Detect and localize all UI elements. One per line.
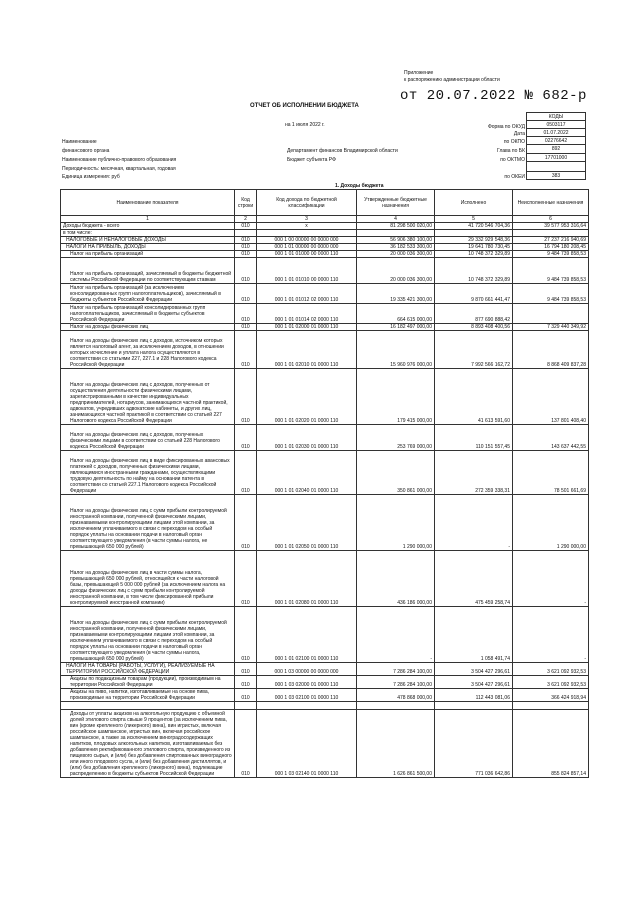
row-class-code: 000 1 01 02080 01 0000 110 xyxy=(257,551,357,607)
table-row xyxy=(61,710,589,778)
row-name: Налог на доходы физических лиц с доходов, полученных физическими лицами в соответствии со статьей 228 Налогового кодекса Российской Федерации xyxy=(61,425,235,451)
row-name: Налог на доходы физических лиц в виде фиксированных авансовых платежей с доходов, полученных физическими лицами, являющимися иностранными гражданами, осуществляющими трудовую деятельность по найму на основании патента в соответствии со статьей 227.1 Налогового кодекса Российской Федерации xyxy=(61,451,235,495)
col-index: 2 xyxy=(235,216,257,223)
row-approved: 15 960 976 000,00 xyxy=(357,331,435,369)
appendix-line-2: к распоряжению администрации области xyxy=(404,77,500,83)
row-approved: 436 186 000,00 xyxy=(357,551,435,607)
row-approved: 56 906 380 100,00 xyxy=(357,237,435,244)
row-executed: 475 459 258,74 xyxy=(435,551,513,607)
row-approved: 81 298 500 020,00 xyxy=(357,223,435,230)
row-executed: 19 641 780 730,45 xyxy=(435,244,513,251)
row-line-code: 010 xyxy=(235,331,257,369)
row-approved: 350 861 000,00 xyxy=(357,451,435,495)
table-row xyxy=(61,425,589,451)
row-executed: 29 332 929 548,36 xyxy=(435,237,513,244)
income-table xyxy=(60,189,589,778)
row-line-code: 010 xyxy=(235,607,257,663)
row-approved: 19 335 421 300,00 xyxy=(357,284,435,304)
table-row xyxy=(61,237,589,244)
row-unexecuted: 16 794 180 208,45 xyxy=(513,244,589,251)
col-class-code-header: Код дохода по бюджетной классификации xyxy=(257,190,357,216)
col-index: 6 xyxy=(513,216,589,223)
appendix-note xyxy=(404,70,500,84)
row-name: НАЛОГОВЫЕ И НЕНАЛОГОВЫЕ ДОХОДЫ xyxy=(61,237,235,244)
okpo-label: по ОКПО xyxy=(503,139,525,145)
table-row xyxy=(61,702,589,710)
row-class-code: 000 1 01 02010 01 0000 110 xyxy=(257,331,357,369)
col-approved-header: Утвержденные бюджетные назначения xyxy=(357,190,435,216)
row-executed: 41 720 546 704,36 xyxy=(435,223,513,230)
row-name: Налог на прибыль организаций (за исключением консолидированных групп налогоплательщиков), зачисляемый в бюджеты субъектов Российской Федерации xyxy=(61,284,235,304)
row-executed: 10 748 372 329,89 xyxy=(435,258,513,284)
row-unexecuted: 3 621 092 932,53 xyxy=(513,676,589,689)
table-row xyxy=(61,689,589,702)
row-class-code: 000 1 01 02030 01 0000 110 xyxy=(257,425,357,451)
table-row xyxy=(61,251,589,258)
row-line-code: 010 xyxy=(235,223,257,230)
row-approved: 664 615 000,00 xyxy=(357,304,435,324)
row-name: Доходы бюджета - всего xyxy=(61,223,235,230)
col-index: 5 xyxy=(435,216,513,223)
row-approved: 20 000 036 300,00 xyxy=(357,258,435,284)
row-unexecuted: 1 290 000,00 xyxy=(513,495,589,551)
row-name: Налог на прибыль организаций консолидированных групп налогоплательщиков, зачисляемый в бюджеты субъектов Российской Федерации xyxy=(61,304,235,324)
row-unexecuted: 78 501 661,69 xyxy=(513,451,589,495)
row-unexecuted: 366 424 918,94 xyxy=(513,689,589,702)
row-class-code: 000 1 01 02020 01 0000 110 xyxy=(257,369,357,425)
row-executed: 7 992 566 162,72 xyxy=(435,331,513,369)
row-class-code: 000 1 01 02100 01 0000 110 xyxy=(257,607,357,663)
table-row xyxy=(61,324,589,331)
row-executed: 1 058 491,74 xyxy=(435,607,513,663)
row-line-code: 010 xyxy=(235,258,257,284)
row-class-code: x xyxy=(257,223,357,230)
table-row xyxy=(61,230,589,237)
row-approved xyxy=(357,702,435,710)
ppo-value: Бюджет субъекта РФ xyxy=(287,157,336,163)
row-unexecuted: 9 484 739 858,53 xyxy=(513,258,589,284)
bk-label: Глава по БК xyxy=(497,148,525,154)
row-approved: 1 626 861 500,00 xyxy=(357,710,435,778)
row-name: НАЛОГИ НА ПРИБЫЛЬ, ДОХОДЫ xyxy=(61,244,235,251)
row-executed: 41 613 591,60 xyxy=(435,369,513,425)
codes-box xyxy=(526,112,586,180)
row-executed: 3 504 427 296,61 xyxy=(435,663,513,676)
form-code: 0503117 xyxy=(527,121,586,129)
row-executed xyxy=(435,702,513,710)
row-class-code: 000 1 01 01014 02 0000 110 xyxy=(257,304,357,324)
row-unexecuted xyxy=(513,230,589,237)
row-unexecuted: - xyxy=(513,607,589,663)
table-row xyxy=(61,607,589,663)
okpo-code: 02276642 xyxy=(527,137,586,145)
oktmo-label: по ОКТМО xyxy=(500,157,525,163)
row-class-code xyxy=(257,230,357,237)
row-line-code: 010 xyxy=(235,495,257,551)
table-row xyxy=(61,331,589,369)
row-class-code: 000 1 03 00000 00 0000 000 xyxy=(257,663,357,676)
row-approved: - xyxy=(357,607,435,663)
row-name: Налог на доходы физических лиц с доходов, полученных от осуществления деятельности физическими лицами, зарегистрированными в качестве индивидуальных предпринимателей, нотариусов, занимающихся частной практикой, адвокатов, учредивших адвокатские кабинеты, и других лиц, занимающихся частной практикой в соответствии со статьей 227 Налогового кодекса Российской Федерации xyxy=(61,369,235,425)
ppo-label: Наименование публично-правового образования xyxy=(62,157,177,163)
okei-label: по ОКЕИ xyxy=(504,174,525,180)
row-approved: 1 290 000,00 xyxy=(357,495,435,551)
row-unexecuted xyxy=(513,304,589,324)
row-line-code: 010 xyxy=(235,425,257,451)
row-approved: 7 286 284 100,00 xyxy=(357,663,435,676)
table-row xyxy=(61,551,589,607)
row-unexecuted: 39 577 953 316,64 xyxy=(513,223,589,230)
row-unexecuted: 9 484 739 858,53 xyxy=(513,251,589,258)
row-executed: 272 359 338,31 xyxy=(435,451,513,495)
report-title: ОТЧЕТ ОБ ИСПОЛНЕНИИ БЮДЖЕТА xyxy=(250,103,359,109)
row-line-code: 010 xyxy=(235,304,257,324)
row-line-code: 010 xyxy=(235,663,257,676)
row-name: Налог на доходы физических лиц с доходов, источником которых является налоговый агент, за исключением доходов, в отношении которых исчисление и уплата налога осуществляются в соответствии со статьями 227, 227.1 и 228 Налогового кодекса Российской Федерации xyxy=(61,331,235,369)
row-unexecuted: 143 637 442,55 xyxy=(513,425,589,451)
row-unexecuted: 9 484 739 858,53 xyxy=(513,284,589,304)
order-reference: от 20.07.2022 № 682-р xyxy=(400,88,587,104)
row-name: Налог на доходы физических лиц с сумм прибыли контролируемой иностранной компании, полученной физическими лицами, признаваемыми контролирующими лицами этой компании, за исключением уплачиваемого в связи с переходом на особый порядок уплаты на основании подачи в налоговый орган соответствующего уведомления (в части суммы налога, превышающей 650 000 рублей) xyxy=(61,607,235,663)
row-line-code: 010 xyxy=(235,324,257,331)
table-row xyxy=(61,663,589,676)
date-code: 01.07.2022 xyxy=(527,129,586,137)
row-approved: 7 286 284 100,00 xyxy=(357,676,435,689)
table-row xyxy=(61,304,589,324)
row-line-code: 010 xyxy=(235,710,257,778)
row-executed xyxy=(435,230,513,237)
row-line-code: 010 xyxy=(235,676,257,689)
row-line-code: 010 xyxy=(235,551,257,607)
col-index: 1 xyxy=(61,216,235,223)
name-label: Наименование xyxy=(62,139,97,145)
oktmo-code: 17701000 xyxy=(527,154,586,162)
table-row xyxy=(61,676,589,689)
row-name: Доходы от уплаты акцизов на алкогольную продукцию с объемной долей этилового спирта свыше 9 процентов (за исключением пива, вин (кроме крепленого (ликерного) вина), вин игристых, включая российское шампанское, игристых вин, включая российское шампанское, а также за исключением виноградосодержащих напитков, плодовых алкогольных напитков, изготавливаемых без добавления ректификованного этилового спирта, произведенного из пищевого сырья, и (или) без добавления спиртованных виноградного или иного плодового сусла, и (или) без добавления дистиллятов, и (или) без добавления крепленого (ликерного) вина), подлежащие распределению в бюджеты субъектов Российской Федерации xyxy=(61,710,235,778)
date-label: Дата xyxy=(513,131,525,137)
row-unexecuted: - xyxy=(513,551,589,607)
row-executed: - xyxy=(435,495,513,551)
row-unexecuted: 855 824 857,14 xyxy=(513,710,589,778)
row-line-code: 010 xyxy=(235,689,257,702)
row-class-code xyxy=(257,702,357,710)
row-line-code: 010 xyxy=(235,237,257,244)
row-unexecuted: 8 868 409 837,28 xyxy=(513,331,589,369)
row-name: Налог на прибыль организаций, зачисляемый в бюджеты бюджетной системы Российской Федерации по соответствующим ставкам xyxy=(61,258,235,284)
table-row xyxy=(61,451,589,495)
row-approved: 16 182 497 000,00 xyxy=(357,324,435,331)
row-unexecuted xyxy=(513,702,589,710)
row-line-code: 010 xyxy=(235,251,257,258)
row-executed: 877 690 888,42 xyxy=(435,304,513,324)
row-line-code: 010 xyxy=(235,244,257,251)
col-name-header: Наименование показателя xyxy=(61,190,235,216)
okei-code: 383 xyxy=(527,172,586,180)
row-class-code: 000 1 00 00000 00 0000 000 xyxy=(257,237,357,244)
row-approved: 478 868 000,00 xyxy=(357,689,435,702)
row-line-code: 010 xyxy=(235,451,257,495)
row-name: в том числе: xyxy=(61,230,235,237)
appendix-line-1: Приложение xyxy=(404,70,434,76)
row-line-code xyxy=(235,230,257,237)
row-unexecuted: 3 621 092 932,53 xyxy=(513,663,589,676)
table-row xyxy=(61,223,589,230)
row-approved: 36 182 533 300,00 xyxy=(357,244,435,251)
row-class-code: 000 1 01 00000 00 0000 000 xyxy=(257,244,357,251)
row-name: Налог на прибыль организаций xyxy=(61,251,235,258)
row-unexecuted: 27 237 216 940,69 xyxy=(513,237,589,244)
report-date: на 1 июля 2022 г. xyxy=(285,122,325,128)
table-row xyxy=(61,258,589,284)
row-line-code: 010 xyxy=(235,284,257,304)
col-index: 3 xyxy=(257,216,357,223)
col-line-code-header: Код строки xyxy=(235,190,257,216)
row-executed: 3 504 427 296,61 xyxy=(435,676,513,689)
row-unexecuted: 137 801 408,40 xyxy=(513,369,589,425)
section-title: 1. Доходы бюджета xyxy=(335,183,384,189)
table-row xyxy=(61,284,589,304)
row-class-code: 000 1 01 01000 00 0000 110 xyxy=(257,251,357,258)
fin-body-value: Департамент финансов Владимирской области xyxy=(287,148,398,154)
row-executed: 110 151 557,45 xyxy=(435,425,513,451)
col-index: 4 xyxy=(357,216,435,223)
codes-empty xyxy=(527,162,586,172)
form-label: Форма по ОКУД xyxy=(487,124,525,130)
row-line-code xyxy=(235,702,257,710)
row-class-code: 000 1 01 02040 01 0000 110 xyxy=(257,451,357,495)
row-class-code: 000 1 03 02000 01 0000 110 xyxy=(257,676,357,689)
row-executed: 10 748 372 329,89 xyxy=(435,251,513,258)
row-class-code: 000 1 03 02140 01 0000 110 xyxy=(257,710,357,778)
row-executed: 771 036 642,86 xyxy=(435,710,513,778)
row-name: Налог на доходы физических лиц xyxy=(61,324,235,331)
row-name: Налог на доходы физических лиц в части суммы налога, превышающей 650 000 рублей, относящейся к части налоговой базы, превышающей 5 000 000 рублей (за исключением налога на доходы физических лиц с сумм прибыли контролируемой иностранной компании, в том числе фиксированной прибыли контролируемой иностранной компании) xyxy=(61,551,235,607)
row-class-code: 000 1 01 01010 00 0000 110 xyxy=(257,258,357,284)
row-class-code: 000 1 01 02050 01 0000 110 xyxy=(257,495,357,551)
col-unexecuted-header: Неисполненные назначения xyxy=(513,190,589,216)
row-approved: 179 415 000,00 xyxy=(357,369,435,425)
period-label: Периодичность: месячная, квартальная, годовая xyxy=(62,166,176,172)
row-executed: 9 870 661 441,47 xyxy=(435,284,513,304)
row-name: НАЛОГИ НА ТОВАРЫ (РАБОТЫ, УСЛУГИ), РЕАЛИЗУЕМЫЕ НА ТЕРРИТОРИИ РОССИЙСКОЙ ФЕДЕРАЦИИ xyxy=(61,663,235,676)
unit-label: Единица измерения: руб xyxy=(62,174,120,180)
row-executed: 8 893 408 400,56 xyxy=(435,324,513,331)
fin-body-label: финансового органа xyxy=(62,148,110,154)
row-class-code: 000 1 01 01012 02 0000 110 xyxy=(257,284,357,304)
row-name: Акцизы по подакцизным товарам (продукции), производимым на территории Российской Федерации xyxy=(61,676,235,689)
table-row xyxy=(61,244,589,251)
row-name: Налог на доходы физических лиц с сумм прибыли контролируемой иностранной компании, полученной физическими лицами, признаваемыми контролирующими лицами этой компании, за исключением уплачиваемого в связи с переходом на особый порядок уплаты на основании подачи в налоговый орган соответствующего уведомления (в части суммы налога, не превышающей 650 000 рублей) xyxy=(61,495,235,551)
row-approved: 253 769 000,00 xyxy=(357,425,435,451)
row-class-code: 000 1 03 02100 01 0000 110 xyxy=(257,689,357,702)
row-class-code: 000 1 01 02000 01 0000 110 xyxy=(257,324,357,331)
table-row xyxy=(61,369,589,425)
table-row xyxy=(61,495,589,551)
col-executed-header: Исполнено xyxy=(435,190,513,216)
row-name: Акцизы на пиво, напитки, изготавливаемые на основе пива, производимые на территории Российской Федерации xyxy=(61,689,235,702)
income-rows xyxy=(61,223,589,778)
row-executed: 112 443 081,06 xyxy=(435,689,513,702)
row-approved xyxy=(357,230,435,237)
codes-header: КОДЫ xyxy=(527,113,586,121)
row-approved: 20 000 036 300,00 xyxy=(357,251,435,258)
row-line-code: 010 xyxy=(235,369,257,425)
row-unexecuted: 7 329 440 349,92 xyxy=(513,324,589,331)
bk-code: 892 xyxy=(527,145,586,154)
row-name xyxy=(61,702,235,710)
